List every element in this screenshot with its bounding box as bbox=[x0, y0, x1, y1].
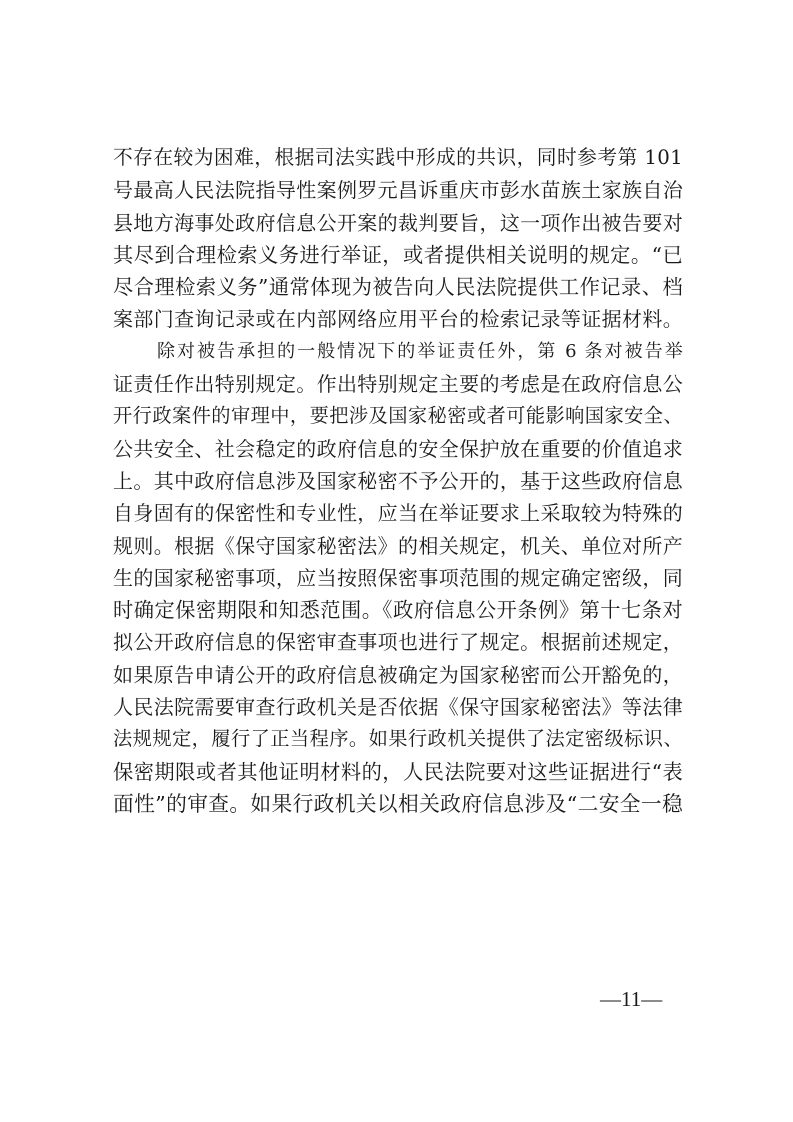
para1-line6: 案部门查询记录或在内部网络应用平台的检索记录等证据材料。 bbox=[113, 307, 683, 332]
para2-line4: 公共安全、社会稳定的政府信息的安全保护放在重要的价值追求 bbox=[113, 436, 683, 461]
para2-line2: 证责任作出特别规定。作出特别规定主要的考虑是在政府信息公 bbox=[113, 372, 683, 397]
para2-line5: 上。其中政府信息涉及国家秘密不予公开的，基于这些政府信息 bbox=[113, 468, 683, 493]
para1-line1: 不存在较为困难，根据司法实践中形成的共识，同时参考第 101 bbox=[113, 146, 683, 169]
para2-line15: 面性”的审查。如果行政机关以相关政府信息涉及“二安全一稳 bbox=[113, 791, 683, 816]
para2-line1: 除对被告承担的一般情况下的举证责任外，第 6 条对被告举 bbox=[157, 340, 683, 362]
para2-line11: 如果原告申请公开的政府信息被确定为国家秘密而公开豁免的， bbox=[113, 662, 683, 687]
para2-line9: 时确定保密期限和知悉范围。《政府信息公开条例》第十七条对 bbox=[113, 598, 683, 623]
para2-line12: 人民法院需要审查行政机关是否依据《保守国家秘密法》等法律 bbox=[113, 695, 683, 720]
para2-line6: 自身固有的保密性和专业性，应当在举证要求上采取较为特殊的 bbox=[113, 501, 683, 526]
para2-line3: 开行政案件的审理中，要把涉及国家秘密或者可能影响国家安全、 bbox=[113, 404, 683, 428]
para1-line4: 其尽到合理检索义务进行举证，或者提供相关说明的规定。“已 bbox=[113, 242, 683, 267]
para1-line5: 尽合理检索义务”通常体现为被告向人民法院提供工作记录、档 bbox=[113, 275, 683, 300]
page-number: —11— bbox=[600, 987, 663, 1011]
para2-line8: 生的国家秘密事项，应当按照保密事项范围的规定确定密级，同 bbox=[113, 565, 683, 590]
para2-line13: 法规规定，履行了正当程序。如果行政机关提供了法定密级标识、 bbox=[113, 727, 683, 751]
para2-line7: 规则。根据《保守国家秘密法》的相关规定，机关、单位对所产 bbox=[113, 533, 683, 558]
para2-line10: 拟公开政府信息的保密审查事项也进行了规定。根据前述规定， bbox=[113, 630, 683, 655]
body-text bbox=[113, 142, 683, 820]
para1-line3: 县地方海事处政府信息公开案的裁判要旨，这一项作出被告要对 bbox=[113, 210, 683, 235]
para1-line2: 号最高人民法院指导性案例罗元昌诉重庆市彭水苗族土家族自治 bbox=[113, 178, 683, 203]
para2-line14: 保密期限或者其他证明材料的，人民法院要对这些证据进行“表 bbox=[113, 759, 683, 784]
